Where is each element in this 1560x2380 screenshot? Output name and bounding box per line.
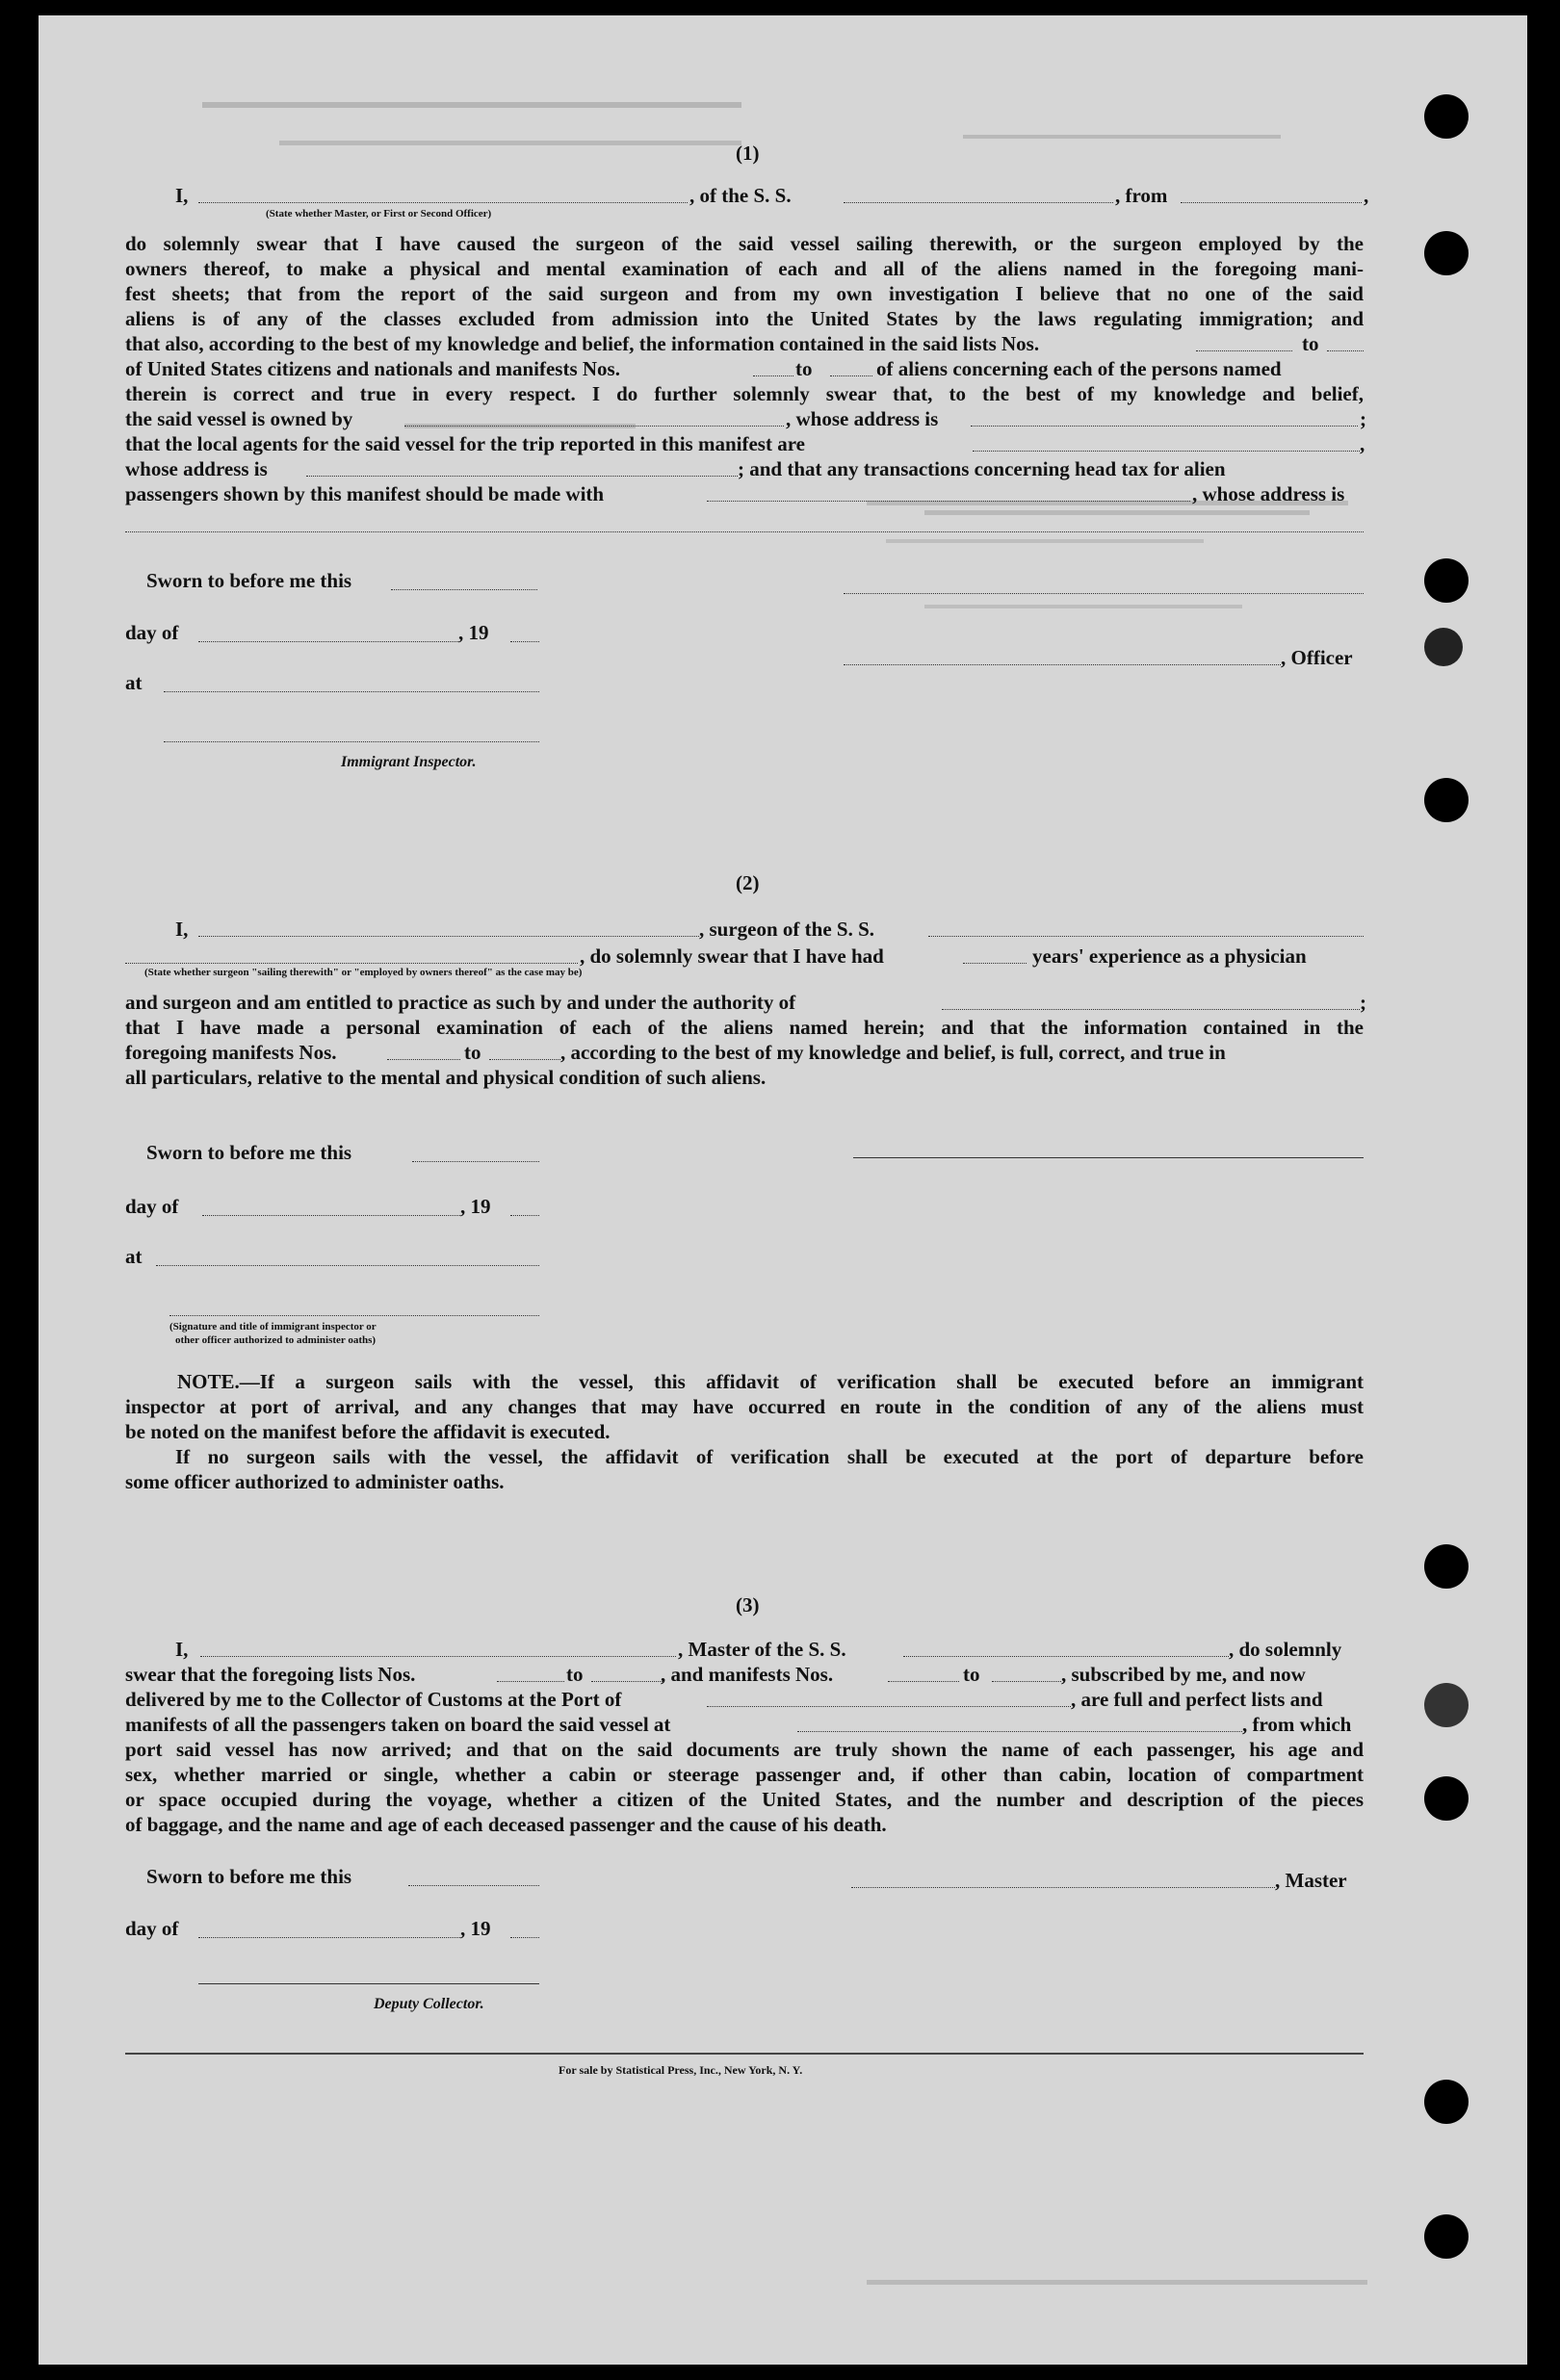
oath-text: to [464,1041,481,1064]
years-experience-field[interactable] [963,963,1027,964]
oath-text: or space occupied during the voyage, whether a citizen of the United States, and the number and description of the pieces [125,1788,1364,1811]
punch-hole [1424,2080,1469,2124]
sworn-date-field[interactable] [408,1885,539,1886]
collector-port-field[interactable] [707,1706,1071,1707]
oath-text: the said vessel is owned by [125,407,353,430]
punch-hole [1424,1683,1469,1727]
oath-text: therein is correct and true in every respect. I do further solemnly swear that, to the best of my knowledge and belief, [125,382,1364,405]
note-text: inspector at port of arrival, and any changes that may have occurred en route in the condition of any of the aliens must [125,1395,1364,1418]
ship-name-field[interactable] [844,202,1113,203]
punch-hole [1424,628,1463,666]
oath-text: and surgeon and am entitled to practice as such by and under the authority of [125,991,796,1014]
oath-text: swear that the foregoing lists Nos. [125,1663,416,1686]
jurat-text: day of [125,621,179,644]
signature-caption: other officer authorized to administer oaths) [175,1334,377,1346]
punch-hole [1424,2214,1469,2259]
signature-caption: (Signature and title of immigrant inspector or [169,1321,377,1332]
jurat-text: at [125,671,143,694]
signature-caption: Immigrant Inspector. [341,754,477,770]
oath-text: , subscribed by me, and now [1061,1663,1306,1686]
surgeon-ship-field[interactable] [928,936,1364,937]
surgeon-signature-line[interactable] [853,1157,1364,1158]
lists-from-field[interactable] [1196,350,1292,351]
oath-text: I, [175,184,189,207]
year-field[interactable] [510,641,539,642]
oath-text: , whose address is [786,407,939,430]
master-title: , Master [1275,1869,1347,1892]
oath-text: sex, whether married or single, whether a cabin or steerage passenger and, if other than cabin, location of compartment [125,1763,1364,1786]
footer-rule [125,2053,1364,2055]
punch-hole [1424,231,1469,275]
oath-text: , of the S. S. [689,184,792,207]
collector-signature-line[interactable] [198,1983,539,1984]
oath-text: delivered by me to the Collector of Customs at the Port of [125,1688,622,1711]
oath-text: owners thereof, to make a physical and mental examination of each and all of the aliens named in the foregoing mani- [125,257,1364,280]
oath-text: , are full and perfect lists and [1071,1688,1323,1711]
officer-signature-line-2[interactable] [844,664,1281,665]
oath-text: I, [175,1638,189,1661]
oath-text: passengers shown by this manifest should be made with [125,482,605,505]
punch-hole [1424,1544,1469,1589]
surgeon-manifests-to-field[interactable] [489,1059,560,1060]
note-text: some officer authorized to administer oaths. [125,1470,505,1493]
master-lists-to-field[interactable] [591,1681,663,1682]
oath-text: , whose address is [1192,482,1345,505]
oath-text: port said vessel has now arrived; and that on the said documents are truly shown the name of each passenger, his age and [125,1738,1364,1761]
note-text: If no surgeon sails with the vessel, the affidavit of verification shall be executed at the port of departure before [175,1445,1364,1468]
officer-signature-line-1[interactable] [844,593,1364,594]
signature-caption: Deputy Collector. [374,1996,484,2012]
master-signature-line[interactable] [851,1887,1275,1888]
oath-text: ; [1360,991,1366,1014]
jurat-text: Sworn to before me this [146,1141,352,1164]
jurat-text: Sworn to before me this [146,569,352,592]
oath-text: manifests of all the passengers taken on board the said vessel at [125,1713,671,1736]
day-of-field[interactable] [202,1215,460,1216]
oath-text: fest sheets; that from the report of the said surgeon and from my own investigation I believe that no one of the said [125,282,1364,305]
jurat-text: day of [125,1917,179,1940]
port-from-field[interactable] [1181,202,1362,203]
oath-text: , from which [1242,1713,1352,1736]
oath-text: foregoing manifests Nos. [125,1041,337,1064]
day-of-field[interactable] [198,641,458,642]
oath-text: of baggage, and the name and age of each deceased passenger and the cause of his death. [125,1813,887,1836]
authority-field[interactable] [942,1009,1360,1010]
oath-text: ; and that any transactions concerning head tax for alien [738,457,1226,480]
oath-text: ; [1360,407,1366,430]
oath-text: that also, according to the best of my knowledge and belief, the information contained in the said lists Nos. [125,332,1040,355]
punch-hole [1424,778,1469,822]
printer-credit: For sale by Statistical Press, Inc., New York, N. Y. [559,2063,803,2077]
inspector-signature-line[interactable] [164,741,539,742]
officer-title: , Officer [1281,646,1353,669]
manifests-to-field[interactable] [830,375,872,376]
oath-text: to [963,1663,980,1686]
oath-text: that I have made a personal examination of each of the aliens named herein; and that the information contained in the [125,1016,1364,1039]
jurat-text: day of [125,1195,179,1218]
oath-text: to [1302,332,1319,355]
field-note: (State whether Master, or First or Second Officer) [266,208,492,220]
head-tax-address-field[interactable] [125,531,1364,532]
oath-text: of United States citizens and nationals and manifests Nos. [125,357,620,380]
punch-hole [1424,94,1469,139]
jurat-text: , 19 [458,621,489,644]
oath-text: that the local agents for the said vessel for the trip reported in this manifest are [125,432,805,455]
surgeon-manifests-from-field[interactable] [387,1059,460,1060]
oath-text: I, [175,918,189,941]
head-tax-agent-field[interactable] [707,501,1190,502]
section-number-2: (2) [736,871,760,894]
lists-to-field[interactable] [1327,350,1364,351]
section-number-3: (3) [736,1593,760,1617]
master-manifests-from-field[interactable] [888,1681,959,1682]
jurat-text: Sworn to before me this [146,1865,352,1888]
local-agents-field[interactable] [973,451,1360,452]
oath-text: of aliens concerning each of the persons named [876,357,1282,380]
jurat-text: , 19 [460,1917,491,1940]
oath-text: , from [1115,184,1168,207]
field-note: (State whether surgeon "sailing therewith" or "employed by owners thereof" as the case may be) [144,967,583,978]
officer-name-field[interactable] [198,202,688,203]
oath-text: years' experience as a physician [1032,944,1307,968]
oath-text: aliens is of any of the classes excluded from admission into the United States by the laws regulating immigration; and [125,307,1364,330]
master-ship-field[interactable] [903,1656,1229,1657]
year-field[interactable] [510,1215,539,1216]
section-number-1: (1) [736,142,760,165]
oath-text: do solemnly swear that I have caused the surgeon of the said vessel sailing therewith, or the surgeon employed by the [125,232,1364,255]
oath-text: to [566,1663,584,1686]
agents-address-field[interactable] [306,476,738,477]
oath-text: , [1360,432,1365,455]
boarding-port-field[interactable] [797,1731,1242,1732]
at-place-field[interactable] [156,1265,539,1266]
oath-text: , Master of the S. S. [678,1638,846,1661]
surgeon-name-field[interactable] [198,936,699,937]
oath-text: , surgeon of the S. S. [699,918,875,941]
master-name-field[interactable] [200,1656,676,1657]
day-of-field[interactable] [198,1937,460,1938]
oath-text: , and manifests Nos. [661,1663,834,1686]
manifests-from-field[interactable] [753,375,793,376]
oath-text: , [1364,184,1369,207]
inspector-signature-line[interactable] [169,1315,539,1316]
jurat-text: , 19 [460,1195,491,1218]
year-field[interactable] [510,1937,539,1938]
owner-field[interactable] [404,426,784,427]
note-text: NOTE.—If a surgeon sails with the vessel, this affidavit of verification shall be executed before an immigrant [177,1370,1364,1393]
sworn-date-field[interactable] [391,589,537,590]
oath-text: all particulars, relative to the mental and physical condition of such aliens. [125,1066,767,1089]
oath-text: , do solemnly swear that I have had [580,944,884,968]
oath-text: whose address is [125,457,268,480]
punch-hole [1424,1776,1469,1821]
sworn-date-field[interactable] [412,1161,539,1162]
oath-text: , do solemnly [1229,1638,1342,1661]
jurat-text: at [125,1245,143,1268]
note-text: be noted on the manifest before the affidavit is executed. [125,1420,611,1443]
oath-text: , according to the best of my knowledge and belief, is full, correct, and true in [560,1041,1226,1064]
master-manifests-to-field[interactable] [992,1681,1061,1682]
at-place-field[interactable] [164,691,539,692]
owner-address-field[interactable] [971,426,1358,427]
surgeon-status-field[interactable] [125,963,578,964]
master-lists-from-field[interactable] [497,1681,564,1682]
oath-text: to [795,357,813,380]
punch-hole [1424,558,1469,603]
